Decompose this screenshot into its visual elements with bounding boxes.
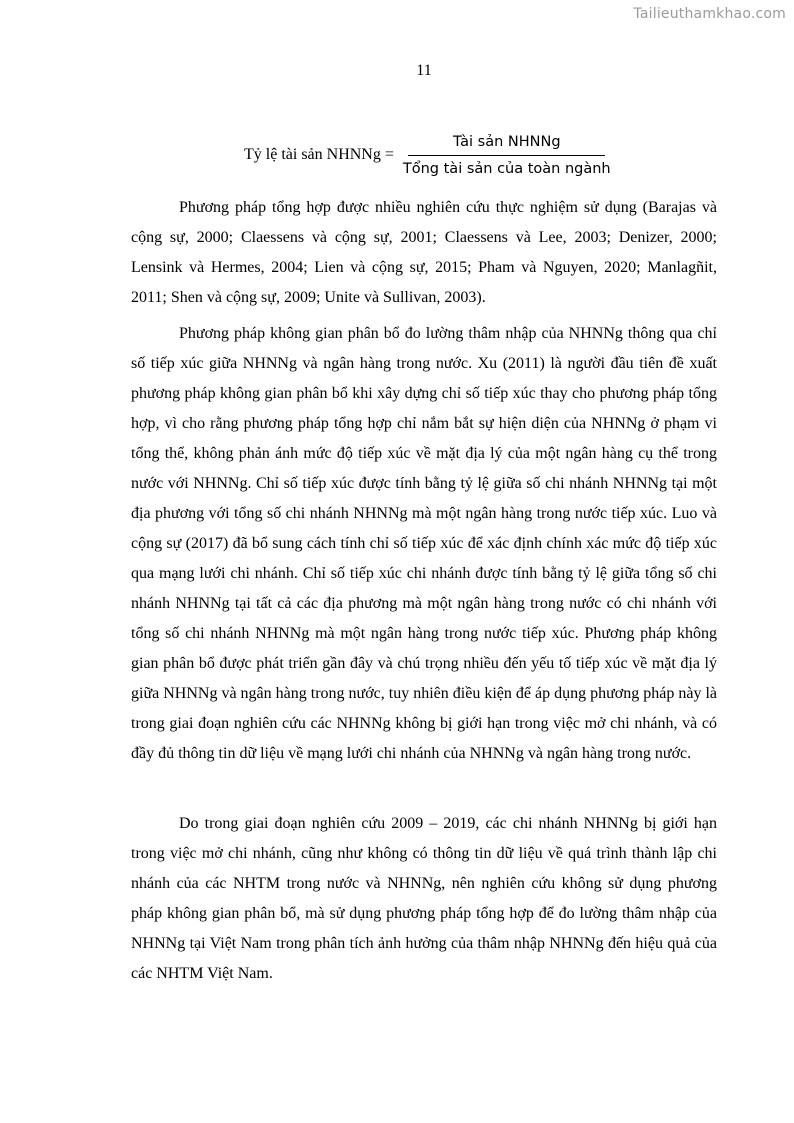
formula-lhs: Tỷ lệ tài sản NHNNg = [244,146,394,163]
paragraph-study-choice: Do trong giai đoạn nghiên cứu 2009 – 2019, các chi nhánh NHNNg bị giới hạn trong việc mở chi nhánh, cũng như không có thông tin dữ liệu về quá trình thành lập chi nhánh của các NHTM trong nước và NHNNg, nên nghiên cứu không sử dụng phương pháp không gian phân bổ, mà sử dụng phương pháp tổng hợp để đo lường thâm nhập của NHNNg tại Việt Nam trong phân tích ảnh hưởng của thâm nhập NHNNg đến hiệu quả của các NHTM Việt Nam. [131,815,717,982]
ratio-formula [244,131,615,179]
watermark: Tailieuthamkhao.com [633,6,786,22]
formula-numerator: Tài sản NHNNg [452,133,561,150]
page-number: 11 [416,62,432,79]
formula-denominator: Tổng tài sản của toàn ngành [402,160,611,177]
paragraph-aggregate-method: Phương pháp tổng hợp được nhiều nghiên cứu thực nghiệm sử dụng (Barajas và cộng sự, 2000; Claessens và cộng sự, 2001; Claessens và Lee, 2003; Denizer, 2000; Lensink và Hermes, 2004; Lien và cộng sự, 2015; Pham và Nguyen, 2020; Manlagñit, 2011; Shen và cộng sự, 2009; Unite và Sullivan, 2003). [131,199,717,306]
paragraph-spatial-method: Phương pháp không gian phân bổ đo lường thâm nhập của NHNNg thông qua chỉ số tiếp xúc giữa NHNNg và ngân hàng trong nước. Xu (2011) là người đầu tiên đề xuất phương pháp không gian phân bổ khi xây dựng chỉ số tiếp xúc thay cho phương pháp tổng hợp, vì cho rằng phương pháp tổng hợp chỉ nắm bắt sự hiện diện của NHNNg ở phạm vi tổng thể, không phản ánh mức độ tiếp xúc về mặt địa lý của một ngân hàng cụ thể trong nước với NHNNg. Chỉ số tiếp xúc được tính bằng tỷ lệ giữa số chi nhánh NHNNg tại một địa phương với tổng số chi nhánh NHNNg mà một ngân hàng trong nước tiếp xúc. Luo và cộng sự (2017) đã bổ sung cách tính chỉ số tiếp xúc để xác định chính xác mức độ tiếp xúc qua mạng lưới chi nhánh. Chỉ số tiếp xúc chi nhánh được tính bằng tỷ lệ giữa tổng số chi nhánh NHNNg tại tất cả các địa phương mà một ngân hàng trong nước có chi nhánh với tổng số chi nhánh NHNNg mà một ngân hàng trong nước tiếp xúc. Phương pháp không gian phân bổ được phát triển gần đây và chú trọng nhiều đến yếu tố tiếp xúc về mặt địa lý giữa NHNNg và ngân hàng trong nước, tuy nhiên điều kiện để áp dụng phương pháp này là trong giai đoạn nghiên cứu các NHNNg không bị giới hạn trong việc mở chi nhánh, và có đầy đủ thông tin dữ liệu về mạng lưới chi nhánh của NHNNg và ngân hàng trong nước. [131,325,717,762]
formula-fraction [399,132,615,179]
